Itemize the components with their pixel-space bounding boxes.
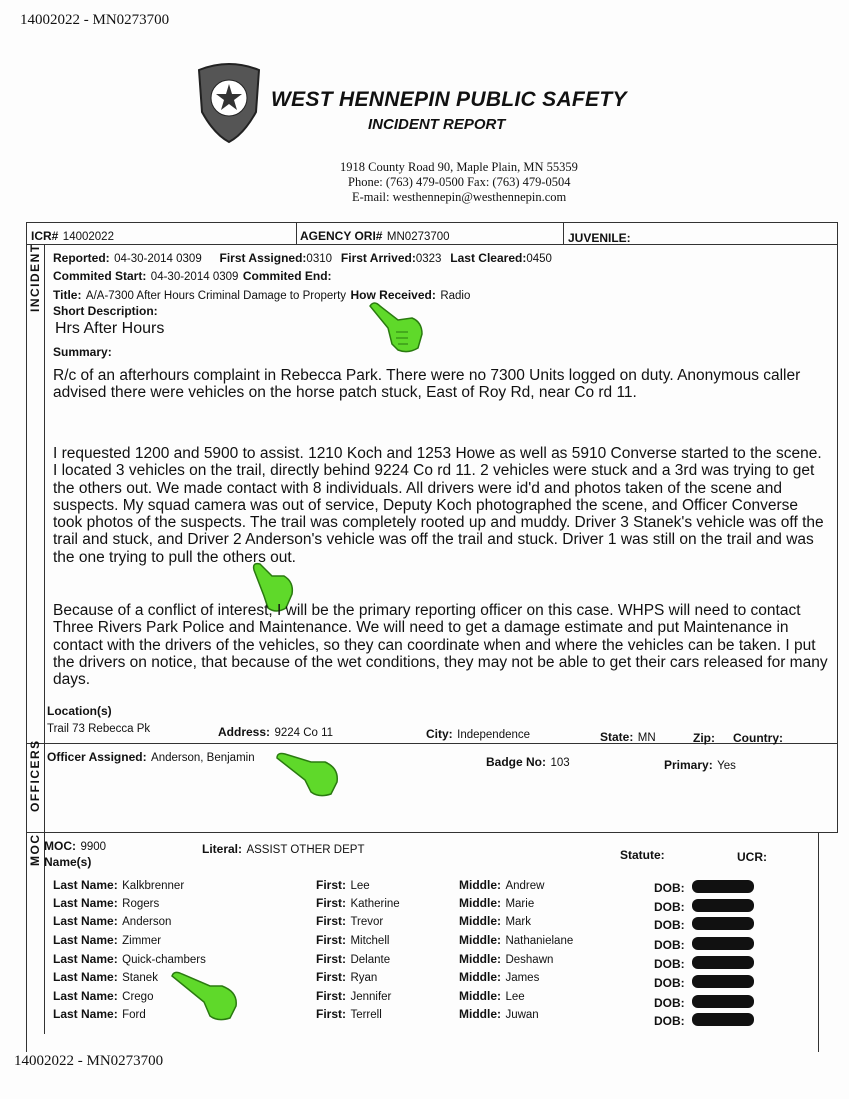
- redacted-dob: [692, 1013, 754, 1026]
- divider: [26, 222, 838, 223]
- redacted-dob: [692, 880, 754, 893]
- pointing-hand-icon: [368, 298, 428, 356]
- last-cleared-label: Last Cleared:: [450, 251, 527, 265]
- zip-label: Zip:: [693, 731, 715, 745]
- middle-name-value: Lee: [505, 991, 525, 1003]
- middle-name-label: Middle:: [459, 989, 501, 1003]
- last-name-value: Quick-chambers: [122, 954, 206, 966]
- address-value: 9224 Co 11: [274, 727, 334, 739]
- org-name: WEST HENNEPIN PUBLIC SAFETY: [271, 88, 627, 111]
- badge-no-label: Badge No:: [486, 755, 546, 769]
- last-name-label: Last Name:: [53, 1007, 118, 1021]
- first-name-label: First:: [316, 970, 346, 984]
- first-name-label: First:: [316, 933, 346, 947]
- officer-assigned-value: Anderson, Benjamin: [151, 752, 255, 764]
- redacted-dob: [692, 917, 754, 930]
- summary-label: Summary:: [53, 345, 112, 359]
- short-description-label: Short Description:: [53, 304, 158, 318]
- first-name-value: Jennifer: [350, 991, 392, 1003]
- divider: [44, 244, 45, 1034]
- dob-label: DOB:: [654, 918, 685, 933]
- last-name-label: Last Name:: [53, 970, 118, 984]
- primary-label: Primary:: [664, 758, 713, 772]
- org-phone: Phone: (763) 479-0500 Fax: (763) 479-0504: [348, 175, 571, 189]
- middle-name-value: Andrew: [505, 880, 545, 892]
- middle-name-label: Middle:: [459, 896, 501, 910]
- middle-name-label: Middle:: [459, 914, 501, 928]
- first-name-value: Terrell: [350, 1009, 382, 1021]
- summary-paragraph: Because of a conflict of interest, I will be the primary reporting officer on this case. WHPS will need to contact Three Rivers Park Police and Maintenance. We will need to get a damage estimate and put Maintenance in contact with the drivers of the vehicles, so they can coordinate when and where the vehicles can be taken. I put the drivers on notice, that because of the wet conditions, they may not be able to get their cars released for many days.: [53, 602, 828, 689]
- location-value: Trail 73 Rebecca Pk: [47, 723, 151, 735]
- last-name-value: Ford: [122, 1009, 146, 1021]
- literal-label: Literal:: [202, 842, 243, 856]
- last-name-value: Rogers: [122, 898, 160, 910]
- statute-label: Statute:: [620, 848, 665, 862]
- dob-label: DOB:: [654, 937, 685, 952]
- last-name-label: Last Name:: [53, 952, 118, 966]
- state-label: State:: [600, 730, 634, 744]
- first-assigned-label: First Assigned:: [219, 251, 307, 265]
- first-arrived-value: 0323: [415, 253, 442, 265]
- divider: [563, 222, 564, 244]
- middle-name-value: Marie: [505, 898, 535, 910]
- redacted-dob: [692, 899, 754, 912]
- middle-name-value: Deshawn: [505, 954, 554, 966]
- org-address: 1918 County Road 90, Maple Plain, MN 55359: [340, 160, 578, 174]
- middle-name-label: Middle:: [459, 1007, 501, 1021]
- agency-badge-logo: [194, 62, 264, 144]
- middle-name-value: Mark: [505, 916, 532, 928]
- dob-label: DOB:: [654, 1014, 685, 1029]
- top-document-id: 14002022 - MN0273700: [20, 12, 170, 28]
- dob-label: DOB:: [654, 995, 685, 1010]
- first-name-value: Delante: [350, 954, 391, 966]
- badge-no-value: 103: [550, 757, 570, 769]
- start-label: Commited Start:: [53, 269, 147, 283]
- first-name-value: Mitchell: [350, 935, 390, 947]
- middle-name-value: Nathanielane: [505, 935, 574, 947]
- first-name-value: Katherine: [350, 898, 400, 910]
- city-value: Independence: [457, 729, 531, 741]
- redacted-dob: [692, 937, 754, 950]
- bottom-document-id: 14002022 - MN0273700: [14, 1053, 164, 1069]
- redacted-dob: [692, 995, 754, 1008]
- last-name-label: Last Name:: [53, 914, 118, 928]
- summary-paragraph: I requested 1200 and 5900 to assist. 1210 Koch and 1253 Howe as well as 5910 Converse started to the scene. I located 3 vehicles on the trail, directly behind 9224 Co rd 11. 2 vehicles were stuck and a 3rd was trying to get the others out. We made contact with 8 individuals. All drivers were id'd and photos taken of the scene and suspects. My squad camera was out of service, Deputy Koch photographed the scene, and Officer Converse took photos of the suspects. The trail was completely rooted up and muddy. Driver 3 Stanek's vehicle was off the trail and stuck, and Driver 2 Anderson's vehicle was off the trail and stuck. Driver 1 was still on the trail and was the one trying to pull the others out.: [53, 445, 824, 566]
- icr-label: ICR#: [31, 229, 59, 243]
- juvenile-label: JUVENILE:: [568, 231, 631, 245]
- middle-name-label: Middle:: [459, 933, 501, 947]
- address-label: Address:: [218, 725, 271, 739]
- divider: [818, 832, 819, 1052]
- icr-value: 14002022: [62, 231, 114, 243]
- dob-label: DOB:: [654, 957, 685, 972]
- pointing-hand-icon: [275, 750, 345, 798]
- primary-value: Yes: [717, 760, 736, 772]
- first-assigned-value: 0310: [306, 253, 333, 265]
- middle-name-label: Middle:: [459, 878, 501, 892]
- divider: [26, 832, 838, 833]
- middle-name-value: James: [505, 972, 540, 984]
- short-description-value: Hrs After Hours: [55, 320, 165, 337]
- summary-paragraph: R/c of an afterhours complaint in Rebecca Park. There were no 7300 Units logged on duty. Anonymous caller advised there were vehicles on the horse patch stuck, East of Roy Rd, near Co rd 11.: [53, 367, 801, 402]
- last-name-value: Crego: [122, 991, 154, 1003]
- middle-name-label: Middle:: [459, 970, 501, 984]
- officer-assigned-label: Officer Assigned:: [47, 750, 147, 764]
- divider: [26, 743, 838, 744]
- reported-label: Reported:: [53, 251, 110, 265]
- state-value: MN: [637, 732, 656, 744]
- names-label: Name(s): [44, 855, 92, 869]
- last-name-label: Last Name:: [53, 896, 118, 910]
- last-name-label: Last Name:: [53, 989, 118, 1003]
- first-arrived-label: First Arrived:: [340, 251, 416, 265]
- divider: [296, 222, 297, 244]
- first-name-value: Ryan: [350, 972, 378, 984]
- title-value: A/A-7300 After Hours Criminal Damage to Property: [85, 290, 347, 302]
- last-name-label: Last Name:: [53, 878, 118, 892]
- last-name-value: Zimmer: [122, 935, 162, 947]
- middle-name-label: Middle:: [459, 952, 501, 966]
- location-label: Location(s): [47, 704, 112, 718]
- last-name-value: Stanek: [122, 972, 158, 984]
- middle-name-value: Juwan: [505, 1009, 539, 1021]
- moc-label: MOC:: [44, 839, 76, 853]
- first-name-value: Trevor: [350, 916, 384, 928]
- dob-label: DOB:: [654, 899, 685, 914]
- section-moc: MOC: [28, 833, 42, 866]
- dob-label: DOB:: [654, 881, 685, 895]
- first-name-label: First:: [316, 952, 346, 966]
- ucr-label: UCR:: [737, 850, 767, 864]
- start-value: 04-30-2014 0309: [150, 271, 239, 283]
- report-type: INCIDENT REPORT: [368, 116, 506, 133]
- first-name-label: First:: [316, 1007, 346, 1021]
- city-label: City:: [426, 727, 453, 741]
- divider: [26, 222, 27, 1052]
- dob-label: DOB:: [654, 976, 685, 990]
- end-label: Commited End:: [242, 269, 332, 283]
- moc-value: 9900: [80, 841, 107, 853]
- how-received-value: Radio: [440, 290, 471, 302]
- literal-value: ASSIST OTHER DEPT: [246, 844, 365, 856]
- pointing-hand-icon: [170, 970, 245, 1022]
- section-officers: OFFICERS: [28, 739, 42, 812]
- how-received-label: How Received:: [350, 288, 436, 302]
- last-name-label: Last Name:: [53, 933, 118, 947]
- last-name-value: Kalkbrenner: [122, 880, 185, 892]
- title-label: Title:: [53, 288, 82, 302]
- org-email: E-mail: westhennepin@westhennepin.com: [352, 190, 567, 204]
- agency-value: MN0273700: [386, 231, 450, 243]
- last-cleared-value: 0450: [526, 253, 552, 265]
- first-name-label: First:: [316, 914, 346, 928]
- divider: [837, 222, 838, 832]
- first-name-label: First:: [316, 878, 346, 892]
- section-incident: INCIDENT: [28, 243, 42, 312]
- first-name-label: First:: [316, 989, 346, 1003]
- redacted-dob: [692, 956, 754, 969]
- reported-value: 04-30-2014 0309: [114, 253, 202, 265]
- first-name-label: First:: [316, 896, 346, 910]
- agency-label: AGENCY ORI#: [300, 229, 383, 243]
- last-name-value: Anderson: [122, 916, 172, 928]
- redacted-dob: [692, 975, 754, 988]
- first-name-value: Lee: [350, 880, 370, 892]
- country-label: Country:: [733, 731, 783, 745]
